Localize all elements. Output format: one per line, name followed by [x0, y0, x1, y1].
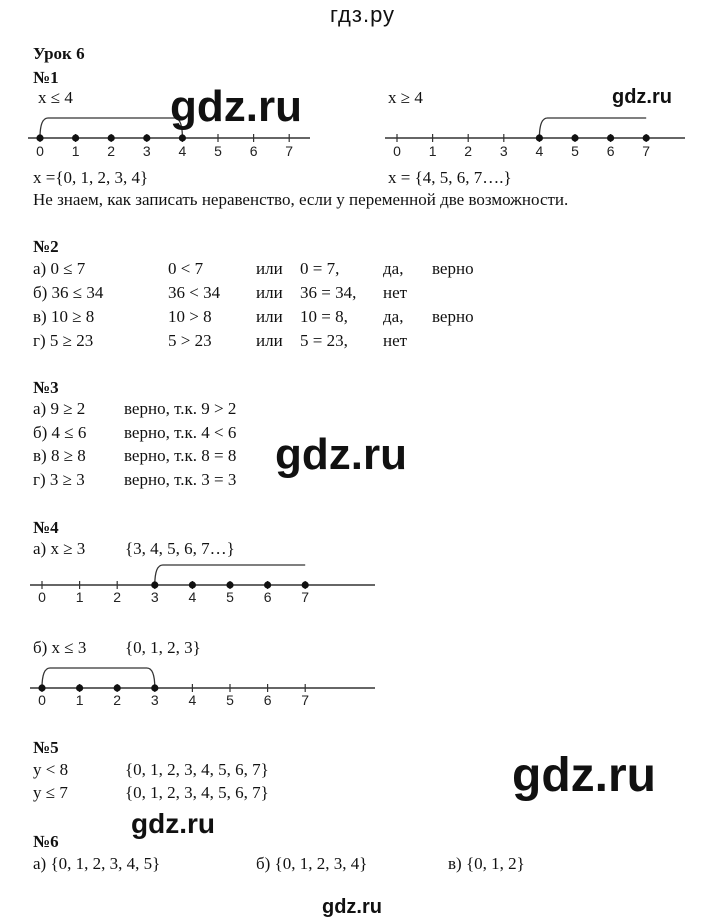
ex4b-number-line-point-2	[114, 684, 121, 691]
ex1-right-number-line-point-7	[643, 134, 650, 141]
watermark-3: gdz.ru	[275, 430, 407, 479]
ex3-row1-col1: а) 9 ≥ 2	[33, 399, 86, 418]
ex6-number: №6	[33, 832, 59, 851]
ex2-row1-col6: верно	[432, 259, 474, 278]
watermark-4: gdz.ru	[512, 749, 656, 802]
ex4a-number-line-tick-label-7: 7	[301, 589, 310, 605]
ex1-left-number-line-tick-label-5: 5	[214, 143, 222, 159]
ex1-right-number-line-bracket	[539, 118, 646, 138]
ex1-left-number-line-tick-label-0: 0	[36, 143, 44, 159]
ex1-left-number-line-tick-label-2: 2	[107, 143, 116, 159]
ex2-row3-col2: 10 > 8	[168, 307, 212, 326]
ex4a-number-line-tick-label-5: 5	[226, 589, 234, 605]
ex4a-number-line-tick-label-3: 3	[150, 589, 159, 605]
ex3-number: №3	[33, 378, 59, 397]
ex4a-set: {3, 4, 5, 6, 7…}	[125, 539, 235, 558]
ex6-item-c: в) {0, 1, 2}	[448, 854, 525, 873]
ex4b-number-line	[30, 658, 375, 721]
ex4a-number-line-tick-label-4: 4	[188, 589, 197, 605]
ex1-right-number-line-tick-label-6: 6	[606, 143, 615, 159]
ex1-left-number-line-tick-label-3: 3	[142, 143, 151, 159]
ex6-item-a: а) {0, 1, 2, 3, 4, 5}	[33, 854, 161, 873]
ex1-left-inequality: x ≤ 4	[38, 88, 73, 107]
ex1-right-number-line-tick-label-7: 7	[642, 143, 651, 159]
ex1-left-number-line-tick-label-1: 1	[71, 143, 80, 159]
ex1-right-inequality: x ≥ 4	[388, 88, 423, 107]
ex4a-number-line-point-6	[264, 581, 271, 588]
ex1-right-number-line-point-6	[607, 134, 614, 141]
ex5-row2-col2: {0, 1, 2, 3, 4, 5, 6, 7}	[125, 783, 269, 802]
ex4b-number-line-tick-label-7: 7	[301, 692, 310, 708]
ex4b-number-line-point-1	[76, 684, 83, 691]
ex1-left-set: x ={0, 1, 2, 3, 4}	[33, 168, 149, 187]
ex3-row4-col1: г) 3 ≥ 3	[33, 469, 85, 489]
watermark-1: gdz.ru	[170, 82, 302, 131]
site-header: гдз.ру	[330, 2, 396, 27]
ex4a-number-line-point-4	[189, 581, 196, 588]
ex3-row3-col2: верно, т.к. 8 = 8	[124, 446, 237, 465]
ex4-number: №4	[33, 518, 59, 537]
ex2-row2-col2: 36 < 34	[168, 283, 221, 302]
ex2-row4-col5: нет	[383, 331, 408, 350]
ex1-number: №1	[33, 68, 59, 87]
ex2-row2-col3: или	[256, 283, 283, 302]
ex1-left-number-line-tick-label-4: 4	[178, 143, 187, 159]
ex1-right-number-line-tick-label-0: 0	[393, 143, 401, 159]
ex2-row3-col3: или	[256, 307, 283, 326]
ex1-left-number-line-point-2	[108, 134, 115, 141]
ex2-row4-col3: или	[256, 331, 283, 350]
watermark-5: gdz.ru	[131, 808, 215, 839]
ex5-row1-col2: {0, 1, 2, 3, 4, 5, 6, 7}	[125, 760, 269, 779]
ex1-left-number-line-point-1	[72, 134, 79, 141]
ex4b-number-line-tick-label-5: 5	[226, 692, 234, 708]
ex4a-number-line-tick-label-6: 6	[263, 589, 272, 605]
ex2-row4-col2: 5 > 23	[168, 331, 212, 350]
ex1-right-number-line-tick-label-1: 1	[428, 143, 437, 159]
ex1-note: Не знаем, как записать неравенство, если у переменной две возможности.	[33, 190, 569, 209]
ex1-right-number-line-tick-label-4: 4	[535, 143, 544, 159]
ex1-right-number-line-point-4	[536, 134, 543, 141]
ex3-row1-col2: верно, т.к. 9 > 2	[124, 399, 237, 418]
ex4b-set: {0, 1, 2, 3}	[125, 638, 201, 657]
ex4a-number-line-point-5	[226, 581, 233, 588]
ex2-row2-col1: б) 36 ≤ 34	[33, 283, 104, 302]
ex4b-number-line-bracket	[42, 668, 155, 688]
watermark-2: gdz.ru	[612, 86, 672, 108]
ex3-row2-col2: верно, т.к. 4 < 6	[124, 422, 237, 442]
ex2-row2-col5: нет	[383, 283, 408, 302]
ex2-row3-col5: да,	[383, 307, 404, 326]
ex4a-inequality: а) x ≥ 3	[33, 539, 86, 558]
watermark-footer: gdz.ru	[322, 896, 382, 918]
ex1-right-number-line-tick-label-3: 3	[499, 143, 508, 159]
ex2-row1-col1: а) 0 ≤ 7	[33, 259, 86, 278]
ex1-right-set: x = {4, 5, 6, 7….}	[388, 168, 512, 187]
ex1-right-number-line-tick-label-5: 5	[571, 143, 579, 159]
ex2-row3-col6: верно	[432, 307, 474, 326]
ex4a-number-line-point-7	[302, 581, 309, 588]
ex5-number: №5	[33, 738, 59, 757]
ex6-item-b: б) {0, 1, 2, 3, 4}	[256, 854, 368, 873]
ex4b-number-line-tick-label-0: 0	[38, 692, 46, 708]
ex4a-number-line-tick-label-0: 0	[38, 589, 46, 605]
ex4a-number-line-point-3	[151, 581, 158, 588]
ex1-left-number-line-point-0	[36, 134, 43, 141]
ex1-left-number-line-tick-label-7: 7	[285, 143, 294, 159]
ex5-row2-col1: y ≤ 7	[33, 783, 68, 802]
ex4a-number-line-tick-label-2: 2	[113, 589, 122, 605]
ex4a-number-line	[30, 555, 375, 618]
ex4b-number-line-tick-label-6: 6	[263, 692, 272, 708]
ex1-left-number-line-tick-label-6: 6	[249, 143, 258, 159]
lesson-title: Урок 6	[33, 44, 85, 63]
ex2-row1-col4: 0 = 7,	[300, 259, 340, 278]
ex3-row2-col1: б) 4 ≤ 6	[33, 422, 87, 442]
ex3-row4-col2: верно, т.к. 3 = 3	[124, 469, 237, 489]
ex3-row3-col1: в) 8 ≥ 8	[33, 446, 86, 465]
ex4b-inequality: б) x ≤ 3	[33, 638, 87, 657]
ex2-row3-col1: в) 10 ≥ 8	[33, 307, 95, 326]
ex4b-number-line-tick-label-1: 1	[75, 692, 84, 708]
ex5-row1-col1: y < 8	[33, 760, 69, 779]
ex4b-number-line-point-0	[38, 684, 45, 691]
ex1-right-number-line	[385, 103, 685, 166]
ex2-row1-col5: да,	[383, 259, 404, 278]
ex4b-number-line-tick-label-3: 3	[150, 692, 159, 708]
ex2-row3-col4: 10 = 8,	[300, 307, 348, 326]
ex2-row2-col4: 36 = 34,	[300, 283, 357, 302]
ex1-left-number-line-point-4	[179, 134, 186, 141]
ex1-left-number-line-point-3	[143, 134, 150, 141]
ex4a-number-line-tick-label-1: 1	[75, 589, 84, 605]
ex2-row4-col4: 5 = 23,	[300, 331, 348, 350]
ex1-right-number-line-tick-label-2: 2	[464, 143, 473, 159]
ex4b-number-line-tick-label-4: 4	[188, 692, 197, 708]
ex2-row1-col2: 0 < 7	[168, 259, 204, 278]
ex4b-number-line-tick-label-2: 2	[113, 692, 122, 708]
ex4b-number-line-point-3	[151, 684, 158, 691]
ex2-number: №2	[33, 237, 59, 256]
ex2-row4-col1: г) 5 ≥ 23	[33, 331, 94, 350]
ex1-right-number-line-point-5	[571, 134, 578, 141]
ex2-row1-col3: или	[256, 259, 283, 278]
